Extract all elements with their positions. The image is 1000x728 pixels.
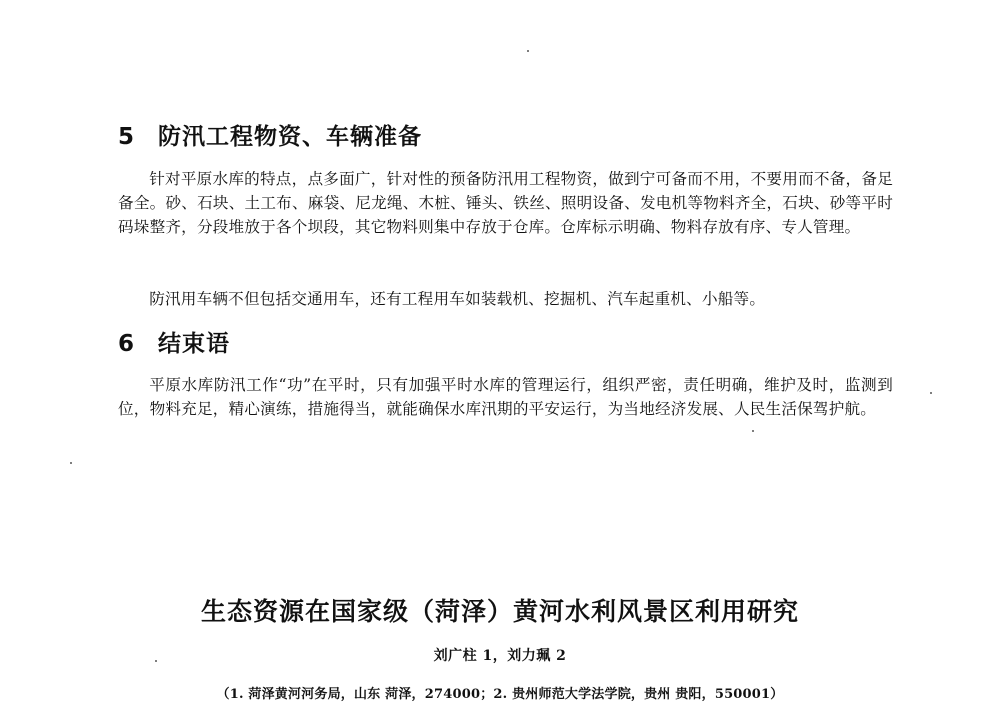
- scan-speck: [527, 50, 529, 52]
- article-authors: 刘广柱 1，刘力珮 2: [433, 648, 567, 664]
- section-5-title: 防汛工程物资、车辆准备: [158, 124, 422, 150]
- section-6-paragraph-1: 平原水库防汛工作“功”在平时，只有加强平时水库的管理运行，组织严密，责任明确，维护及时，监测到位，物料充足，精心演练，措施得当，就能确保水库汛期的平安运行，为当地经济发展、人民生活保驾护航。: [118, 376, 893, 418]
- scan-speck: [930, 392, 932, 394]
- article-affiliation: （1. 菏泽黄河河务局，山东 菏泽，274000；2. 贵州师范大学法学院，贵州 贵阳，550001）: [216, 687, 784, 702]
- section-6-number: 6: [118, 331, 136, 357]
- section-5-paragraph-1: 针对平原水库的特点，点多面广，针对性的预备防汛用工程物资，做到宁可备而不用，不要用而不备，备足备全。砂、石块、土工布、麻袋、尼龙绳、木桩、锤头、铁丝、照明设备、发电机等物料齐全，石块、砂等平时码垛整齐，分段堆放于各个坝段，其它物料则集中存放于仓库。仓库标示明确、物料存放有序、专人管理。: [118, 170, 893, 236]
- scan-speck: [752, 430, 754, 432]
- article-title: 生态资源在国家级（菏泽）黄河水利风景区利用研究: [200, 597, 799, 626]
- scan-speck: [70, 462, 72, 464]
- section-5-paragraph-2: 防汛用车辆不但包括交通用车，还有工程用车如装载机、挖掘机、汽车起重机、小船等。: [149, 290, 766, 308]
- section-6-heading: [118, 325, 230, 358]
- section-5-number: 5: [118, 124, 136, 150]
- scan-speck: [155, 660, 157, 662]
- section-6-title: 结束语: [158, 331, 230, 357]
- section-5-heading: [118, 118, 422, 151]
